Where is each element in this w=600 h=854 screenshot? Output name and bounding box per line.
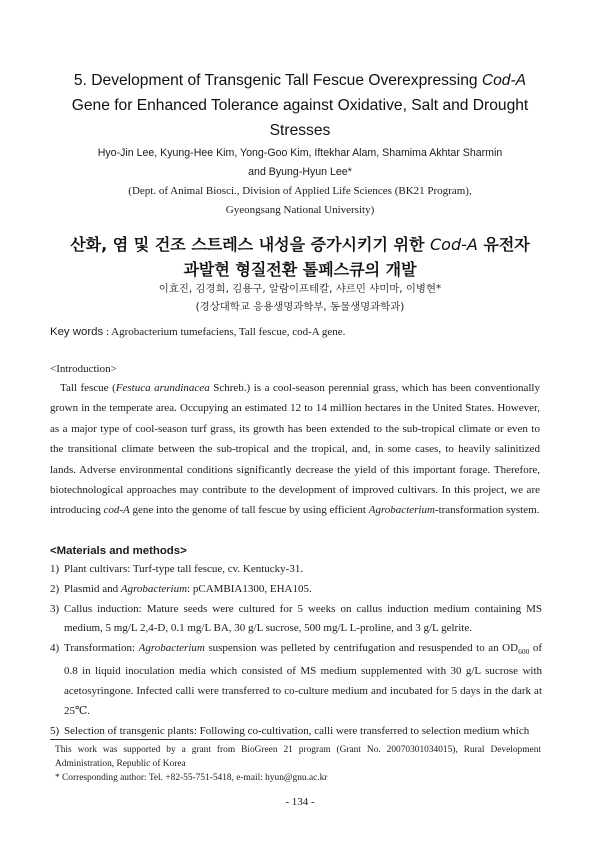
methods-item-number: 5) [50,724,60,737]
methods-item-number: 3) [50,602,60,615]
od-subscript: 600 [518,647,530,657]
methods-item-italic: Agrobacterium [120,582,188,595]
methods-item [50,560,542,580]
authors-korean [30,280,570,316]
intro-text-2: Schreb.) is a cool-season perennial grass, which has been conventionally grown in the temperate area. Occupying an estimated 12 to 14 million hectares in the United States. However, as a major type of cool-season turf grass, its growth has been extended to the sub-tropical climate or even to the transitional climate between the sub-tropical and the tropical, and, in some cases, to heavily salinitized lands. Adverse environmental conditions significantly decrease the yield of this important forage. Therefore, biotechnological approaches may contribute to the development of improved cultivars. In this project, we are introducing [50,382,540,517]
title-english-line1-text: 5. Development of Transgenic Tall Fescue Overexpressing [73,72,482,89]
keywords-text: : Agrobacterium tumefaciens, Tall fescue, cod-A gene. [103,326,346,338]
methods-item-text-post: suspension was pelleted by centrifugation and resuspended to an OD [204,642,519,655]
page-number: - 134 - [285,796,315,808]
authors-korean-line1: 이효진, 김경희, 김용구, 알람이프테칼, 샤르민 샤미마, 이병현* [158,283,442,295]
title-korean-line1-suffix: 유전자 [477,235,530,254]
footnote-divider [50,739,320,740]
authors-english-line1: Hyo-Jin Lee, Kyung-Hee Kim, Yong-Goo Kim, Iftekhar Alam, Shamima Akhtar Sharmin [97,147,503,159]
methods-item [50,639,542,721]
intro-text-4: transformation system. [438,504,540,517]
footnotes [55,743,541,785]
introduction-heading: <Introduction> [50,363,117,375]
title-english-line3: Stresses [269,122,331,139]
title-english [30,68,570,143]
intro-text-3: gene into the genome of tall fescue by using efficient [129,504,369,517]
intro-species-name: Festuca arundinacea [115,382,210,394]
title-korean-line2: 과발현 형질전환 톨페스큐의 개발 [183,260,417,279]
affiliation-english-line2: Gyeongsang National University) [225,204,375,216]
intro-agrobacterium: Agrobacterium- [368,504,439,517]
title-english-line1 [30,68,570,93]
methods-item-number: 2) [50,582,60,595]
methods-item-text: Callus induction: Mature seeds were cultured for 5 weeks on callus induction medium containing MS medium, 5 mg/L 2,4-D, 0.1 mg/L BA, 30 g/L sucrose, 500 mg/L L-proline, and 3 g/L gelrite. [64,602,542,635]
authors-english-line2: and Byung-Hyun Lee* [248,166,352,178]
intro-gene-name: cod-A [103,504,130,517]
title-english-line2: Gene for Enhanced Tolerance against Oxidative, Salt and Drought [71,97,529,114]
methods-item-text-post2: of 0.8 in liquid inoculation media which consisted of MS medium supplemented with 30 g/L sucrose with acetosyringone. Infected calli were transferred to co-culture medium and incubated for 5 days in the dark at 25℃. [64,642,543,717]
methods-item-text: Plant cultivars: Turf-type tall fescue, cv. Kentucky-31. [64,563,304,575]
affiliation-english-line1: (Dept. of Animal Biosci., Division of Applied Life Sciences (BK21 Program), [128,185,472,197]
keywords [50,324,345,340]
methods-list [50,560,542,741]
methods-item-text: Plasmid and [64,582,121,595]
authors-english [30,144,570,182]
methods-item-text: Transformation: [64,642,139,655]
methods-item [50,600,542,640]
title-gene-name: Cod-A [481,72,527,89]
title-korean-line1-text: 산화, 염 및 건조 스트레스 내성을 증가시키기 위한 [70,235,430,254]
funding-footnote: This work was supported by a grant from BioGreen 21 program (Grant No. 20070301034015), Rural Development Administration, Republic of Korea [55,745,541,769]
intro-text-1: Tall fescue ( [60,382,116,394]
methods-item-italic: Agrobacterium [138,642,205,655]
introduction-paragraph [50,378,540,521]
title-korean-gene-name: Cod-A [429,235,478,254]
affiliation-korean: (경상대학교 응용생명과학부, 동물생명과학과) [195,301,405,313]
methods-item-text-post: : pCAMBIA1300, EHA105. [187,582,312,595]
title-korean [30,232,570,282]
methods-item-number: 1) [50,563,60,575]
title-korean-line1 [30,232,570,257]
keywords-label: Key words [50,326,104,338]
methods-item-number: 4) [50,642,60,655]
methods-heading: <Materials and methods> [50,545,187,557]
methods-item-text: Selection of transgenic plants: Following co-cultivation, calli were transferred to selection medium which [64,724,530,737]
corresponding-author-footnote: * Corresponding author: Tel. +82-55-751-5418, e-mail: hyun@gnu.ac.kr [55,773,328,783]
methods-item [50,580,542,600]
affiliation-english [30,182,570,220]
